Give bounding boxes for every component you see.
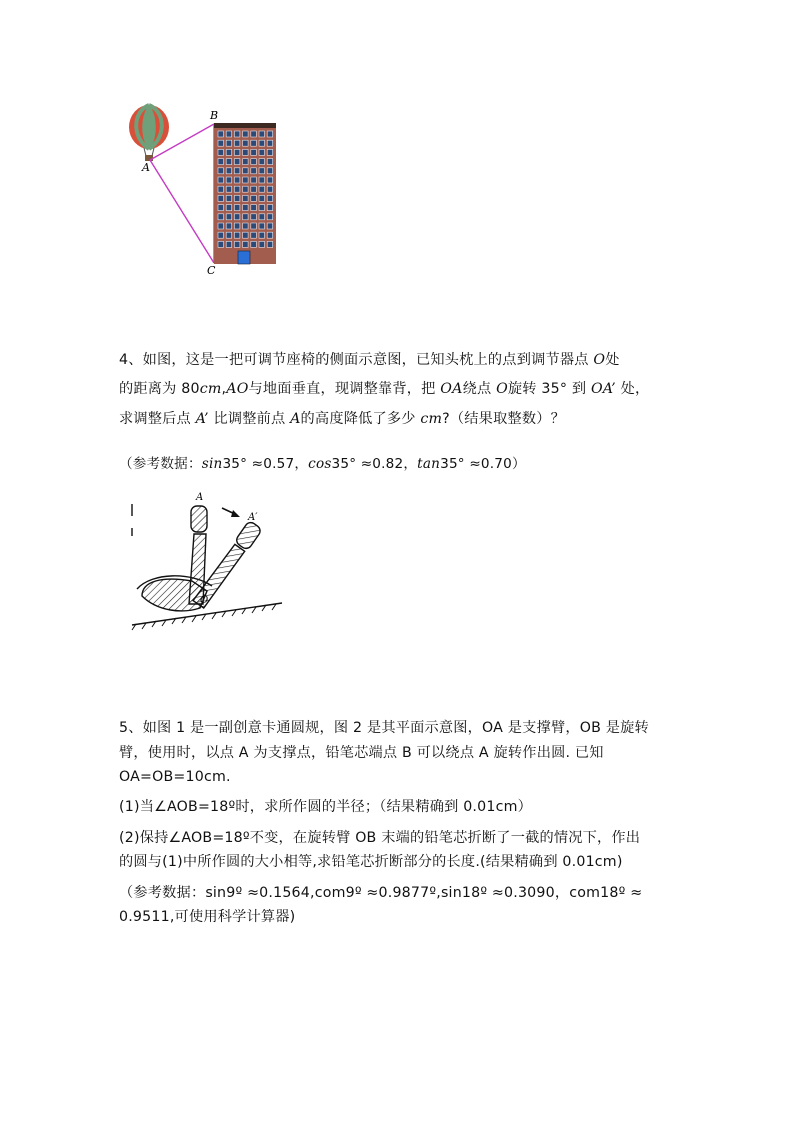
q5-line-3: OA=OB=10cm. <box>119 769 231 785</box>
building-window <box>226 140 232 146</box>
building-window <box>218 195 224 201</box>
building-window <box>226 177 232 183</box>
q5-subquestion-2-line-2: 的圆与(1)中所作圆的大小相等,求铅笔芯折断部分的长度.(结果精确到 0.01cm) <box>119 854 623 870</box>
building-window <box>234 131 240 137</box>
q5-reference-line-2: 0.9511,可使用科学计算器) <box>119 909 296 925</box>
building-window <box>267 195 273 201</box>
building-window <box>243 195 249 201</box>
building-window <box>243 214 249 220</box>
building-window <box>251 149 256 155</box>
building-window <box>259 149 265 155</box>
building-window <box>267 168 273 174</box>
building-window <box>251 241 256 247</box>
building-window <box>234 232 240 238</box>
building-window <box>259 232 265 238</box>
building-window <box>218 214 224 220</box>
building <box>214 123 276 264</box>
building-window <box>267 186 273 192</box>
building-window <box>259 195 265 201</box>
building-window <box>243 140 249 146</box>
building-window <box>267 205 273 211</box>
building-window <box>218 177 224 183</box>
seat-figure <box>122 486 302 636</box>
building-window <box>259 223 265 229</box>
building-window <box>218 168 224 174</box>
building-window <box>226 131 232 137</box>
q5-reference-line-1: （参考数据：sin9º ≈0.1564,com9º ≈0.9877º,sin18º ≈0.3090，com18º ≈ <box>119 885 643 901</box>
building-window <box>251 205 256 211</box>
building-window <box>234 241 240 247</box>
building-window <box>243 159 249 165</box>
building-window <box>243 131 249 137</box>
building-window <box>226 223 232 229</box>
building-window <box>243 223 249 229</box>
building-window <box>234 186 240 192</box>
q5-line-2: 臂，使用时，以点 A 为支撑点，铅笔芯端点 B 可以绕点 A 旋转作出圆. 已知 <box>119 745 604 761</box>
label-a-prime: A′ <box>248 512 258 523</box>
label-a: A <box>142 161 150 174</box>
building-window <box>259 214 265 220</box>
building-window <box>243 177 249 183</box>
building-window <box>243 168 249 174</box>
building-window <box>218 140 224 146</box>
building-window <box>267 159 273 165</box>
building-window <box>218 186 224 192</box>
building-window <box>259 186 265 192</box>
building-window <box>267 241 273 247</box>
building-roof <box>214 123 276 128</box>
building-window <box>259 168 265 174</box>
building-window <box>259 140 265 146</box>
building-window <box>234 205 240 211</box>
label-a: A <box>196 492 204 503</box>
label-c: C <box>207 264 216 277</box>
building-window <box>234 168 240 174</box>
building-window <box>243 205 249 211</box>
q4-line-1: 4、如图，这是一把可调节座椅的侧面示意图，已知头枕上的点到调节器点 O处 <box>119 352 620 368</box>
building-window <box>218 149 224 155</box>
building-window <box>259 241 265 247</box>
building-window <box>251 177 256 183</box>
building-window <box>234 177 240 183</box>
building-window <box>251 168 256 174</box>
building-window <box>218 131 224 137</box>
building-window <box>243 149 249 155</box>
label-b: B <box>210 109 219 122</box>
building-window <box>218 232 224 238</box>
building-window <box>259 131 265 137</box>
building-window <box>251 131 256 137</box>
building-window <box>234 195 240 201</box>
building-window <box>226 241 232 247</box>
building-window <box>267 131 273 137</box>
building-window <box>218 241 224 247</box>
building-window <box>251 214 256 220</box>
building-window <box>251 159 256 165</box>
building-window <box>267 149 273 155</box>
building-window <box>251 186 256 192</box>
building-window <box>218 205 224 211</box>
building-window <box>243 241 249 247</box>
building-window <box>218 159 224 165</box>
label-o: O <box>200 595 209 606</box>
building-window <box>226 168 232 174</box>
building-window <box>251 223 256 229</box>
building-window <box>234 140 240 146</box>
q5-subquestion-2-line-1: (2)保持∠AOB=18º不变，在旋转臂 OB 末端的铅笔芯折断了一截的情况下，作出 <box>119 830 641 846</box>
building-window <box>259 159 265 165</box>
building-window <box>251 195 256 201</box>
building-window <box>218 223 224 229</box>
building-window <box>226 195 232 201</box>
building-window <box>243 186 249 192</box>
building-window <box>226 159 232 165</box>
building-window <box>226 149 232 155</box>
q4-line-2: 的距离为 80cm,AO与地面垂直，现调整靠背，把 OA绕点 O旋转 35° 到 OA’ 处， <box>119 381 650 397</box>
building-window <box>226 186 232 192</box>
building-window <box>234 214 240 220</box>
building-window <box>234 149 240 155</box>
building-window <box>226 232 232 238</box>
q5-subquestion-1: (1)当∠AOB=18º时，求所作圆的半径；（结果精确到 0.01cm） <box>119 799 532 815</box>
building-window <box>267 214 273 220</box>
q4-reference-data: （参考数据：sin35° ≈0.57，cos35° ≈0.82，tan35° ≈0.70） <box>119 456 526 472</box>
building-window <box>251 232 256 238</box>
building-window <box>226 214 232 220</box>
building-window <box>267 140 273 146</box>
balloon-building-figure <box>0 0 794 300</box>
q5-line-1: 5、如图 1 是一副创意卡通圆规，图 2 是其平面示意图，OA 是支撑臂，OB 是旋转 <box>119 720 649 736</box>
building-window <box>259 177 265 183</box>
building-window <box>267 232 273 238</box>
q4-line-3: 求调整后点 A’ 比调整前点 A的高度降低了多少 cm?（结果取整数）？ <box>119 411 566 427</box>
building-window <box>267 177 273 183</box>
building-window <box>234 223 240 229</box>
building-window <box>267 223 273 229</box>
building-window <box>234 159 240 165</box>
building-window <box>259 205 265 211</box>
building-window <box>226 205 232 211</box>
building-window <box>251 140 256 146</box>
building-window <box>243 232 249 238</box>
building-door <box>238 251 250 264</box>
